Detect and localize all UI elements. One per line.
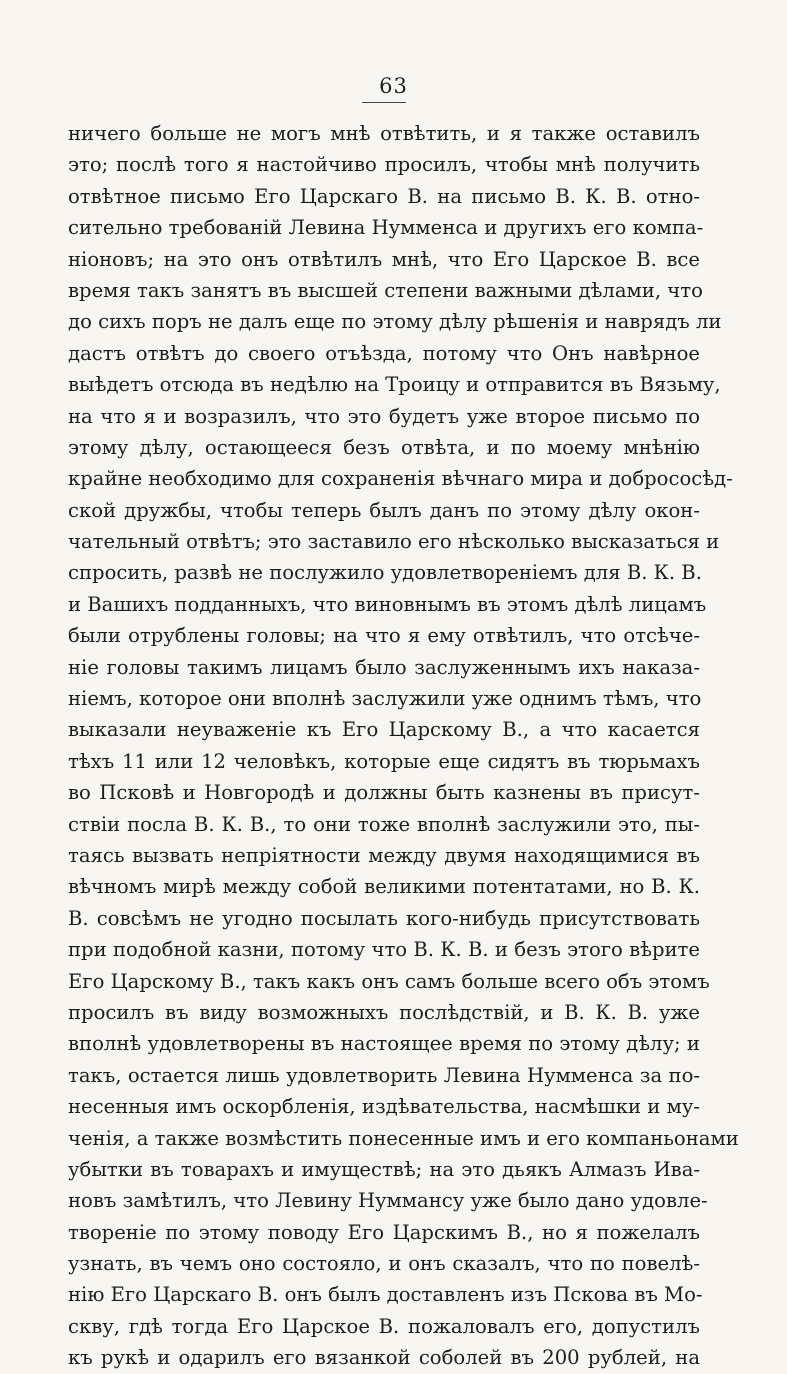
- text-line: отвѣтное письмо Его Царскаго В. на письмо В. К. В. отно-: [68, 184, 700, 208]
- page-number: 63: [379, 74, 408, 98]
- text-line: во Псковѣ и Новгородѣ и должны быть казнены въ присут-: [68, 781, 700, 805]
- text-line: нію Его Царскаго В. онъ былъ доставленъ изъ Пскова въ Мо-: [68, 1283, 703, 1307]
- text-line: вполнѣ удовлетворены въ настоящее время по этому дѣлу; и: [68, 1032, 700, 1056]
- text-line: были отрублены головы; на что я ему отвѣтилъ, что отсѣче-: [68, 624, 700, 648]
- page-number-rule: [362, 102, 406, 103]
- text-line: этому дѣлу, остающееся безъ отвѣта, и по моему мнѣнію: [68, 435, 700, 459]
- text-line: ніоновъ; на это онъ отвѣтилъ мнѣ, что Его Царское В. все: [68, 247, 700, 271]
- text-line: узнать, въ чемъ оно состояло, и онъ сказалъ, что по повелѣ-: [68, 1252, 700, 1276]
- text-line: спросить, развѣ не послужило удовлетвореніемъ для В. К. В.: [68, 561, 702, 585]
- text-line: при подобной казни, потому что В. К. В. и безъ этого вѣрите: [68, 938, 700, 962]
- text-line: ской дружбы, чтобы теперь былъ данъ по этому дѣлу окон-: [68, 498, 700, 522]
- text-line: выѣдетъ отсюда въ недѣлю на Троицу и отправится въ Вязьму,: [68, 373, 721, 397]
- text-line: ніемъ, которое они вполнѣ заслужили уже однимъ тѣмъ, что: [68, 687, 702, 711]
- text-line: твореніе по этому поводу Его Царскимъ В., но я пожелалъ: [68, 1220, 700, 1244]
- text-line: на что я и возразилъ, что это будетъ уже второе письмо по: [68, 404, 700, 428]
- text-line: время такъ занятъ въ высшей степени важными дѣлами, что: [68, 278, 703, 302]
- text-line: В. совсѣмъ не угодно посылать кого-нибудь присутствовать: [68, 906, 700, 930]
- text-line: такъ, остается лишь удовлетворить Левина Нумменса за по-: [68, 1063, 700, 1087]
- text-line: дастъ отвѣтъ до своего отъѣзда, потому что Онъ навѣрное: [68, 341, 700, 365]
- text-line: новъ замѣтилъ, что Левину Нуммансу уже было дано удовле-: [68, 1189, 708, 1213]
- text-line: тѣхъ 11 или 12 человѣкъ, которые еще сидятъ въ тюрьмахъ: [68, 749, 700, 773]
- text-line: просилъ въ виду возможныхъ послѣдствій, и В. К. В. уже: [68, 1000, 700, 1024]
- text-line: крайне необходимо для сохраненія вѣчнаго мира и добрососѣд-: [68, 467, 733, 491]
- text-line: Его Царскому В., такъ какъ онъ самъ больше всего объ этомъ: [68, 969, 710, 993]
- body-text: [68, 118, 739, 1374]
- text-line: сительно требованій Левина Нумменса и другихъ его компа-: [68, 216, 704, 240]
- text-line: ніе головы такимъ лицамъ было заслуженнымъ ихъ наказа-: [68, 655, 700, 679]
- text-line: къ рукѣ и одарилъ его вязанкой соболей въ 200 рублей, на: [68, 1346, 700, 1370]
- text-line: ченія, а также возмѣстить понесенные имъ и его компаньонами: [68, 1126, 739, 1150]
- text-line: выказали неуваженіе къ Его Царскому В., а что касается: [68, 718, 700, 742]
- text-line: до сихъ поръ не далъ еще по этому дѣлу рѣшенія и наврядъ ли: [68, 310, 722, 334]
- text-line: чательный отвѣтъ; это заставило его нѣсколько высказаться и: [68, 530, 720, 554]
- text-line: это; послѣ того я настойчиво просилъ, чтобы мнѣ получить: [68, 153, 700, 177]
- text-line: несенныя имъ оскорбленія, издѣвательства, насмѣшки и му-: [68, 1095, 700, 1119]
- text-line: ничего больше не могъ мнѣ отвѣтить, и я также оставилъ: [68, 122, 700, 145]
- text-line: и Вашихъ подданныхъ, что виновнымъ въ этомъ дѣлѣ лицамъ: [68, 592, 707, 616]
- text-line: убытки въ товарахъ и имуществѣ; на это дьякъ Алмазъ Ива-: [68, 1157, 700, 1181]
- text-line: таясь вызвать непріятности между двумя находящимися въ: [68, 843, 700, 867]
- text-line: скву, гдѣ тогда Его Царское В. пожаловалъ его, допустилъ: [68, 1314, 700, 1338]
- text-line: ствіи посла В. К. В., то они тоже вполнѣ заслужили это, пы-: [68, 812, 700, 836]
- text-line: вѣчномъ мирѣ между собой великими потентатами, но В. К.: [68, 875, 700, 899]
